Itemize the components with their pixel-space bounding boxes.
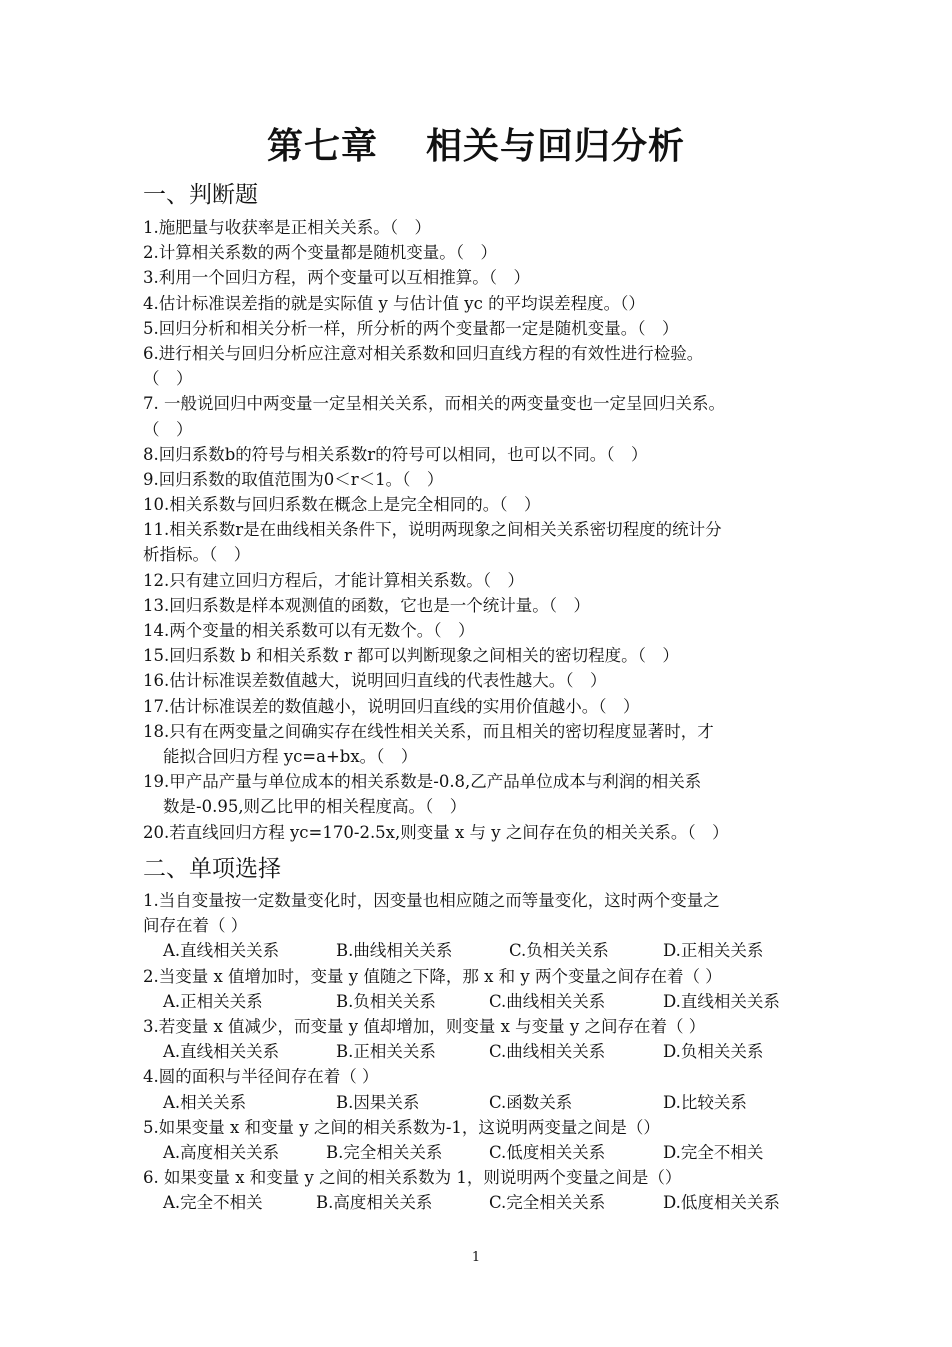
question-line: 5.回归分析和相关分析一样，所分析的两个变量都一定是随机变量。（ ） xyxy=(143,318,679,338)
chapter-name: 相关与回归分析 xyxy=(426,125,686,167)
option-a: A.直线相关关系 xyxy=(163,941,280,961)
option-d: D.直线相关关系 xyxy=(663,991,780,1011)
option-c: C.完全相关关系 xyxy=(489,1193,606,1213)
question-stem: 2.当变量 x 值增加时，变量 y 值随之下降，那 x 和 y 两个变量之间存在着（ ） xyxy=(143,966,722,986)
question-line: 3.利用一个回归方程，两个变量可以互相推算。（ ） xyxy=(143,268,530,288)
question-line: 8.回归系数b的符号与相关系数r的符号可以相同，也可以不同。（ ） xyxy=(143,444,648,464)
single-choice-list xyxy=(143,888,823,1215)
section-heading-single-choice: 二、单项选择 xyxy=(143,856,281,882)
option-a: A.完全不相关 xyxy=(163,1193,263,1213)
page-number: 1 xyxy=(471,1250,481,1265)
option-row xyxy=(143,989,823,1014)
chapter-title xyxy=(0,118,952,169)
question-line: 12.只有建立回归方程后，才能计算相关系数。（ ） xyxy=(143,570,524,590)
option-b: B.正相关关系 xyxy=(336,1042,436,1062)
question-line: 19.甲产品产量与单位成本的相关系数是-0.8,乙产品单位成本与利润的相关系 xyxy=(143,772,702,792)
option-d: D.比较关系 xyxy=(663,1092,747,1112)
question-line: 17.估计标准误差的数值越小，说明回归直线的实用价值越小。（ ） xyxy=(143,696,640,716)
question-line: （ ） xyxy=(143,419,193,439)
question-stem: 1.当自变量按一定数量变化时，因变量也相应随之而等量变化，这时两个变量之 xyxy=(143,891,720,910)
question-line: 析指标。（ ） xyxy=(143,545,251,565)
section-heading-true-false: 一、判断题 xyxy=(143,182,258,208)
option-row xyxy=(143,1190,823,1215)
option-d: D.负相关关系 xyxy=(663,1042,764,1062)
question-line: 13.回归系数是样本观测值的函数，它也是一个统计量。（ ） xyxy=(143,595,590,615)
question-line: 2.计算相关系数的两个变量都是随机变量。（ ） xyxy=(143,243,497,263)
true-false-list xyxy=(143,215,823,845)
option-b: B.因果关系 xyxy=(336,1092,420,1112)
option-c: C.曲线相关关系 xyxy=(489,1042,606,1062)
question-line: 6.进行相关与回归分析应注意对相关系数和回归直线方程的有效性进行检验。 xyxy=(143,343,704,363)
option-b: B.曲线相关关系 xyxy=(336,941,453,961)
option-b: B.高度相关关系 xyxy=(316,1193,433,1213)
question-line: 15.回归系数 b 和相关系数 r 都可以判断现象之间相关的密切程度。（ ） xyxy=(143,646,679,666)
option-b: B.负相关关系 xyxy=(336,991,436,1011)
option-c: C.曲线相关关系 xyxy=(489,991,606,1011)
question-line: 16.估计标准误差数值越大，说明回归直线的代表性越大。（ ） xyxy=(143,671,607,691)
option-d: D.正相关关系 xyxy=(663,941,764,961)
option-d: D.完全不相关 xyxy=(663,1142,764,1162)
question-line: 4.估计标准误差指的就是实际值 y 与估计值 yc 的平均误差程度。（） xyxy=(143,293,645,313)
option-d: D.低度相关关系 xyxy=(663,1193,780,1213)
option-a: A.高度相关关系 xyxy=(163,1142,280,1162)
question-line: 能拟合回归方程 yc=a+bx。（ ） xyxy=(163,746,418,766)
option-row xyxy=(143,1039,823,1064)
question-line: 10.相关系数与回归系数在概念上是完全相同的。（ ） xyxy=(143,495,541,515)
question-stem: 5.如果变量 x 和变量 y 之间的相关系数为-1，这说明两变量之间是（） xyxy=(143,1117,660,1137)
question-line: 7. 一般说回归中两变量一定呈相关关系，而相关的两变量变也一定呈回归关系。 xyxy=(143,394,725,414)
option-b: B.完全相关关系 xyxy=(326,1142,443,1162)
option-a: A.相关关系 xyxy=(163,1092,247,1112)
question-line: 18.只有在两变量之间确实存在线性相关关系，而且相关的密切程度显著时，才 xyxy=(143,721,714,741)
question-line: （ ） xyxy=(143,369,193,389)
chapter-number: 第七章 xyxy=(266,125,378,167)
question-stem: 6. 如果变量 x 和变量 y 之间的相关系数为 1，则说明两个变量之间是（） xyxy=(143,1168,682,1188)
option-c: C.负相关关系 xyxy=(509,941,609,961)
option-row xyxy=(143,1090,823,1115)
option-row xyxy=(143,938,823,963)
question-line: 11.相关系数r是在曲线相关条件下，说明两现象之间相关关系密切程度的统计分 xyxy=(143,520,722,540)
option-a: A.正相关关系 xyxy=(163,991,263,1011)
question-stem: 4.圆的面积与半径间存在着（ ） xyxy=(143,1067,379,1087)
question-line: 14.两个变量的相关系数可以有无数个。（ ） xyxy=(143,621,475,640)
question-line: 20.若直线回归方程 yc=170-2.5x,则变量 x 与 y 之间存在负的相关关系。（ ） xyxy=(143,822,729,842)
option-c: C.函数关系 xyxy=(489,1092,573,1112)
option-a: A.直线相关关系 xyxy=(163,1042,280,1062)
option-c: C.低度相关关系 xyxy=(489,1142,606,1162)
question-stem: 3.若变量 x 值减少，而变量 y 值却增加，则变量 x 与变量 y 之间存在着（ ） xyxy=(143,1016,706,1036)
option-row xyxy=(143,1140,823,1165)
question-line: 1.施肥量与收获率是正相关关系。（ ） xyxy=(143,218,431,237)
question-line: 数是-0.95,则乙比甲的相关程度高。（ ） xyxy=(163,797,467,817)
question-stem: 间存在着（ ） xyxy=(143,916,248,936)
question-line: 9.回归系数的取值范围为0＜r＜1。（ ） xyxy=(143,469,444,489)
